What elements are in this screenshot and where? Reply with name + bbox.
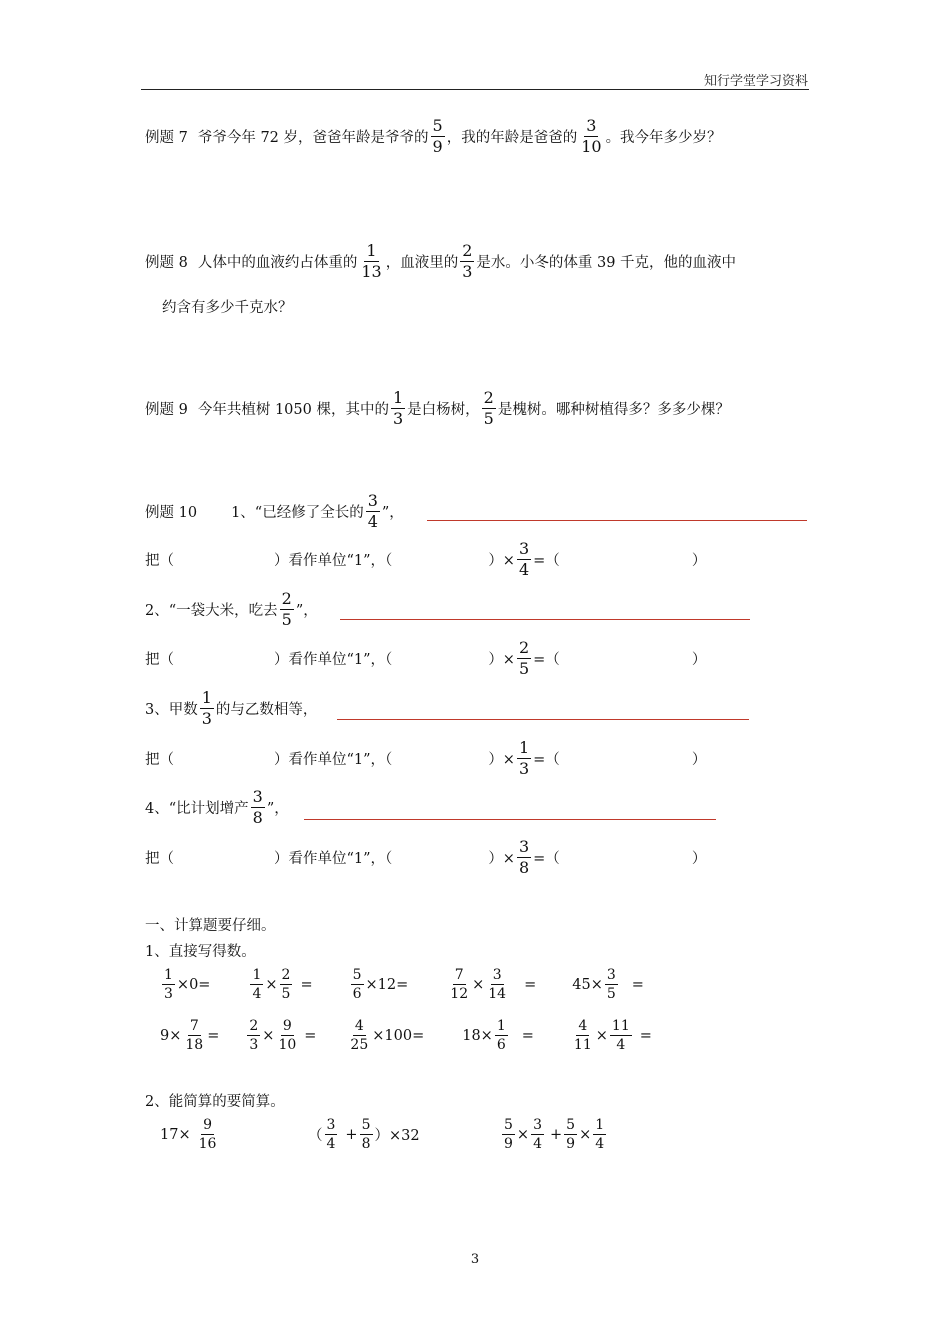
text: × [579, 1126, 592, 1143]
text: 9× [160, 1027, 182, 1044]
text: + [345, 1126, 358, 1143]
text: 1 [518, 738, 530, 757]
text: 2 [518, 638, 530, 657]
fraction [593, 1118, 606, 1151]
text: 4 [533, 1136, 542, 1152]
question-1-title: 1、直接写得数。 [145, 944, 256, 960]
text: × [595, 1027, 608, 1044]
text: 把（ [145, 752, 174, 768]
fraction [348, 1019, 370, 1052]
fraction [359, 243, 383, 280]
text: = [639, 1027, 652, 1044]
text: ）看作单位“1”，（ [274, 553, 393, 569]
text: 11 [573, 1037, 592, 1053]
text: 45× [572, 976, 603, 993]
text: 人体中的血液约占体重的 [197, 255, 358, 271]
text: =（ [533, 851, 560, 867]
text: 18× [462, 1027, 493, 1044]
example-8-line-2: 约含有多少千克水？ [162, 300, 293, 316]
example-9 [145, 390, 730, 427]
text: 3 [518, 539, 530, 558]
text: ） [691, 851, 707, 867]
text: 3 [492, 967, 502, 983]
section-title: 一、计算题要仔细。 [145, 918, 276, 934]
fraction [391, 390, 405, 427]
text: 4 [367, 512, 378, 531]
text: （ [308, 1128, 323, 1144]
text: 7 [189, 1018, 199, 1034]
text: 3 [164, 986, 173, 1002]
example-10-item-4 [145, 789, 289, 826]
text: 5 [352, 967, 362, 983]
text: 1 [201, 688, 212, 707]
text: =（ [533, 553, 560, 569]
fraction [564, 1118, 577, 1151]
text: 爷爷今年 72 岁，爸爸年龄是爷爷的 [197, 130, 429, 146]
text: 4 [326, 1136, 336, 1152]
text: 17× [160, 1126, 191, 1143]
text: ）× [488, 652, 515, 668]
calc-row-1 [160, 968, 644, 1001]
text: 2 [249, 1018, 259, 1034]
fraction [517, 541, 531, 578]
text: 4 [354, 1018, 364, 1034]
text: ） [691, 553, 707, 569]
text: 4 [595, 1136, 605, 1152]
text: 今年共植树 1050 棵，其中的 [197, 402, 389, 418]
text: 3 [249, 1037, 259, 1053]
fraction [366, 493, 380, 530]
answer-line[interactable] [304, 819, 716, 820]
text: = [304, 1027, 317, 1044]
text: 3 [367, 491, 378, 510]
text: 8 [252, 808, 263, 827]
fraction [162, 968, 175, 1001]
unit-row-2 [145, 640, 706, 677]
unit-row-4 [145, 839, 706, 876]
text: 4 [578, 1018, 588, 1034]
text: 9 [203, 1117, 212, 1133]
text: ”， [266, 801, 289, 817]
text: 3 [326, 1117, 336, 1133]
fraction [486, 968, 508, 1001]
text: 5 [504, 1117, 513, 1133]
text: ）× [488, 851, 515, 867]
text: 9 [432, 137, 443, 156]
simplify-expr-1 [160, 1118, 220, 1151]
text: 8 [361, 1136, 371, 1152]
fraction [572, 1019, 594, 1052]
fraction [276, 1019, 298, 1052]
text: × [472, 976, 485, 993]
fraction [251, 789, 265, 826]
fraction [183, 1019, 205, 1052]
text: =（ [533, 752, 560, 768]
text: 9 [282, 1018, 292, 1034]
example-10-item-2 [145, 591, 318, 628]
fraction [351, 968, 364, 1001]
text: 2 [281, 589, 292, 608]
text: 。我今年多少岁？ [605, 130, 722, 146]
answer-line[interactable] [340, 619, 750, 620]
text: 12 [450, 986, 469, 1002]
text: = [631, 976, 644, 993]
example-label: 例题 9 [145, 402, 188, 418]
text: 7 [454, 967, 464, 983]
text: ）看作单位“1”，（ [274, 752, 393, 768]
example-10-item-3 [145, 690, 317, 727]
header-rule [141, 89, 809, 90]
fraction [460, 243, 474, 280]
text: 3 [462, 262, 473, 281]
text: 2 [462, 241, 473, 260]
text: + [550, 1126, 563, 1143]
fraction [517, 740, 531, 777]
text: ）×32 [374, 1128, 420, 1144]
text: 1、“已经修了全长的 [231, 505, 364, 521]
text: 5 [281, 610, 292, 629]
fraction [247, 1019, 260, 1052]
text: 是白杨树， [407, 402, 480, 418]
fraction [495, 1019, 508, 1052]
text: ”， [381, 505, 404, 521]
text: ） [691, 652, 707, 668]
text: ）看作单位“1”，（ [274, 652, 393, 668]
fraction [531, 1118, 544, 1151]
fraction [360, 1118, 373, 1151]
text: 14 [488, 986, 507, 1002]
text: 把（ [145, 553, 174, 569]
text: 3 [201, 709, 212, 728]
text: ）× [488, 752, 515, 768]
text: 是水。小冬的体重 39 千克，他的血液中 [476, 255, 737, 271]
text: 3 [533, 1117, 542, 1133]
text: 3、甲数 [145, 702, 198, 718]
simplify-expr-2 [308, 1118, 420, 1151]
fraction [517, 839, 531, 876]
text: × [516, 1126, 530, 1143]
fraction [605, 968, 618, 1001]
text: 把（ [145, 851, 174, 867]
fraction [579, 118, 603, 155]
fraction [280, 591, 294, 628]
text: 4、“比计划增产 [145, 801, 249, 817]
text: 3 [518, 759, 530, 778]
unit-row-1 [145, 541, 706, 578]
example-label: 例题 7 [145, 130, 188, 146]
answer-line[interactable] [337, 719, 749, 720]
text: 4 [616, 1037, 626, 1053]
text: 2、“一袋大米，吃去 [145, 603, 278, 619]
text: ×0= [176, 976, 211, 993]
page-header-title: 知行学堂学习资料 [703, 74, 808, 89]
example-8 [145, 243, 736, 280]
text: 3 [518, 837, 530, 856]
calc-row-2 [160, 1019, 652, 1052]
text: 9 [566, 1136, 576, 1152]
text: 5 [432, 116, 443, 135]
text: ，我的年龄是爸爸的 [446, 130, 578, 146]
fraction [502, 1118, 515, 1151]
text: 2 [281, 967, 291, 983]
text: 1 [496, 1018, 506, 1034]
example-7 [145, 118, 722, 155]
text: 3 [392, 409, 404, 428]
text: ”， [295, 603, 318, 619]
text: 把（ [145, 652, 174, 668]
text: 3 [586, 116, 597, 135]
text: 5 [281, 986, 291, 1002]
text: 3 [252, 787, 263, 806]
text: ×12= [365, 976, 409, 993]
fraction [250, 968, 263, 1001]
text: 的与乙数相等， [215, 702, 318, 718]
text: 9 [504, 1136, 513, 1152]
text: × [265, 976, 278, 993]
example-label: 例题 8 [145, 255, 188, 271]
text: 11 [611, 1018, 630, 1034]
text: 10 [581, 137, 602, 156]
text: ） [691, 752, 707, 768]
fraction [448, 968, 470, 1001]
unit-row-3 [145, 740, 706, 777]
example-label: 例题 10 [145, 505, 198, 521]
fraction [200, 690, 214, 727]
answer-line[interactable] [427, 520, 807, 521]
text: ）× [488, 553, 515, 569]
text: 25 [350, 1037, 369, 1053]
text: 6 [352, 986, 362, 1002]
text: 13 [361, 262, 382, 281]
text: ）看作单位“1”，（ [274, 851, 393, 867]
text: 1 [392, 388, 404, 407]
text: 4 [252, 986, 262, 1002]
text: 5 [361, 1117, 371, 1133]
fraction [280, 968, 293, 1001]
fraction [431, 118, 445, 155]
text: = [207, 1027, 220, 1044]
fraction [610, 1019, 632, 1052]
text: 1 [164, 967, 173, 983]
fraction [482, 390, 496, 427]
text: =（ [533, 652, 560, 668]
text: = [521, 1027, 534, 1044]
fraction [197, 1118, 219, 1151]
fraction [517, 640, 531, 677]
text: 1 [366, 241, 377, 260]
text: ，血液里的 [385, 255, 459, 271]
text: 10 [278, 1037, 297, 1053]
page-number: 3 [470, 1252, 480, 1267]
text: 1 [252, 967, 262, 983]
fraction [325, 1118, 338, 1151]
question-2-title: 2、能简算的要简算。 [145, 1094, 285, 1110]
text: 5 [483, 409, 494, 428]
text: 5 [518, 659, 530, 678]
text: 16 [198, 1136, 217, 1152]
text: = [524, 976, 537, 993]
text: 5 [606, 986, 616, 1002]
text: 2 [483, 388, 494, 407]
text: × [262, 1027, 275, 1044]
text: 是槐树。哪种树植得多？多多少棵？ [497, 402, 730, 418]
text: ×100= [372, 1027, 425, 1044]
text: 1 [595, 1117, 605, 1133]
text: = [300, 976, 313, 993]
text: 5 [566, 1117, 576, 1133]
simplify-expr-3 [500, 1118, 608, 1151]
text: 18 [185, 1037, 204, 1053]
text: 8 [518, 858, 530, 877]
text: 6 [496, 1037, 506, 1053]
example-10-item-1 [145, 493, 404, 530]
text: 4 [518, 560, 530, 579]
text: 3 [606, 967, 616, 983]
